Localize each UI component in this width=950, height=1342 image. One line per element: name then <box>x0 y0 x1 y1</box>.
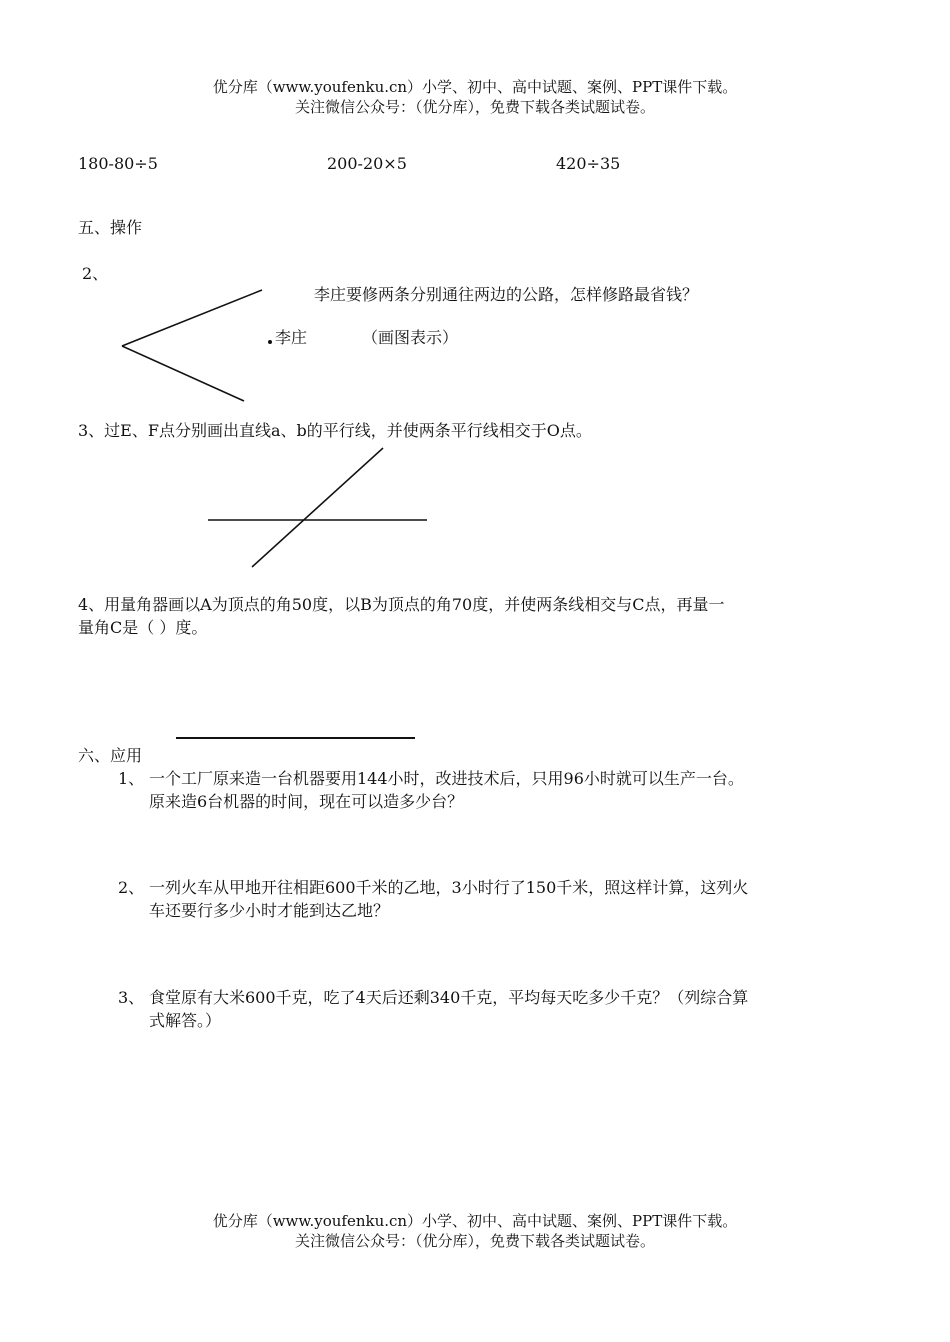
segment-ab-line <box>176 737 415 739</box>
section6-q3-number: 3、 <box>118 988 145 1007</box>
section5-q3-text: 3、过E、F点分别画出直线a、b的平行线，并使两条平行线相交于O点。 <box>78 421 592 440</box>
section6-q1-line2: 原来造6台机器的时间，现在可以造多少台？ <box>149 792 464 811</box>
section6-q3-line2: 式解答。） <box>149 1011 222 1030</box>
footer-line-1: 优分库（www.youfenku.cn）小学、初中、高中试题、案例、PPT课件下载。 <box>212 1212 738 1230</box>
calc-item-2: 200-20×5 <box>327 154 407 173</box>
section5-q2-number: 2、 <box>82 264 109 283</box>
lizhuang-label: 李庄 <box>275 328 308 347</box>
header-line-2: 关注微信公众号：（优分库），免费下载各类试题试卷。 <box>294 98 655 116</box>
section6-q2-line1: 一列火车从甲地开往相距600千米的乙地，3小时行了150千米，照这样计算，这列火 <box>149 878 749 897</box>
section6-q3-line1: 食堂原有大米600千克，吃了4天后还剩340千克，平均每天吃多少千克？（列综合算 <box>149 988 749 1007</box>
section5-title: 五、操作 <box>78 218 143 237</box>
section5-q2-hint: （画图表示） <box>362 328 459 347</box>
section5-q4-line1: 4、用量角器画以A为顶点的角50度，以B为顶点的角70度，并使两条线相交与C点，再量一 <box>78 595 725 614</box>
section6-q2-line2: 车还要行多少小时才能到达乙地？ <box>149 901 390 920</box>
header-line-1: 优分库（www.youfenku.cn）小学、初中、高中试题、案例、PPT课件下载。 <box>212 78 738 96</box>
section6-q1-number: 1、 <box>118 769 145 788</box>
section5-q2-text: 李庄要修两条分别通往两边的公路，怎样修路最省钱？ <box>314 285 699 304</box>
section6-title: 六、应用 <box>78 746 143 765</box>
footer-line-2: 关注微信公众号：（优分库），免费下载各类试题试卷。 <box>294 1232 655 1250</box>
diagonal-line <box>252 448 383 567</box>
section5-q4-line2: 量角C是（ ）度。 <box>78 618 208 637</box>
section6-q2-number: 2、 <box>118 878 145 897</box>
section6-q1-line1: 一个工厂原来造一台机器要用144小时，改进技术后，只用96小时就可以生产一台。 <box>149 769 744 788</box>
calc-item-3: 420÷35 <box>556 154 621 173</box>
calc-item-1: 180-80÷5 <box>78 154 158 173</box>
